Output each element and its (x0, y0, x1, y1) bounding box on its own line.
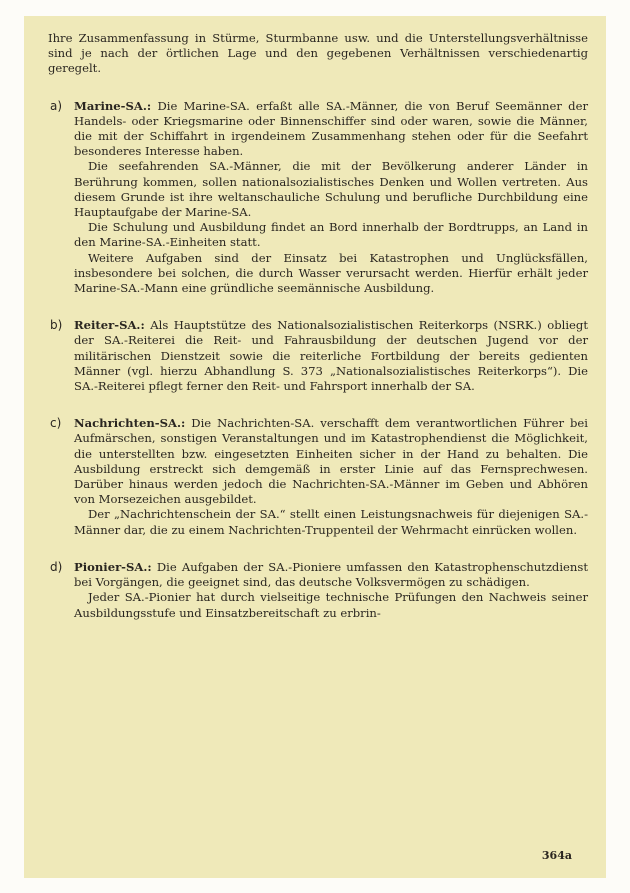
section-pionier-sa (48, 560, 588, 621)
section-reiter-sa (48, 318, 588, 394)
section-marine-sa (48, 99, 588, 297)
section-paragraph: Pionier-SA.: Die Aufgaben der SA.-Pioniere umfassen den Katastrophenschutzdienst bei Vorgängen, die geeignet sind, das deutsche Volksvermögen zu schädigen. (74, 559, 588, 590)
section-marker: c) (50, 416, 62, 431)
section-heading: Reiter-SA.: (74, 318, 145, 333)
page-number: 364a (541, 849, 572, 862)
section-paragraph: Der „Nachrichtenschein der SA.“ stellt einen Leistungsnachweis für diejenigen SA.-Männer dar, die zu einem Nachrichten-Truppenteil der Wehrmacht einrücken wollen. (74, 507, 588, 537)
section-paragraph: Die seefahrenden SA.-Männer, die mit der Bevölkerung anderer Länder in Berührung kommen, sollen nationalsozialistisches Denken und Wollen vertreten. Aus diesem Grunde ist ihre weltanschauliche Schulung und berufliche Durchbildung eine Hauptaufgabe der Marine-SA. (74, 159, 588, 220)
section-heading: Nachrichten-SA.: (74, 416, 186, 431)
section-paragraph: Jeder SA.-Pionier hat durch vielseitige technische Prüfungen den Nachweis seiner Ausbildungsstufe und Einsatzbereitschaft zu erbrin- (74, 590, 588, 620)
section-paragraph: Reiter-SA.: Als Hauptstütze des Nationalsozialistischen Reiterkorps (NSRK.) obliegt der SA.-Reiterei die Reit- und Fahrausbildung der deutschen Jugend vor der militärischen Dienstzeit sowie die reiterliche Fortbildung der bereits gedienten Männer (vgl. hierzu Abhandlung S. 373 „Nationalsozialistisches Reiterkorps“). Die SA.-Reiterei pflegt ferner den Reit- und Fahrsport innerhalb der SA. (74, 318, 588, 394)
section-heading: Pionier-SA.: (74, 559, 152, 574)
section-nachrichten-sa (48, 416, 588, 538)
section-marker: d) (50, 559, 63, 574)
section-marker: b) (50, 318, 63, 333)
section-paragraph: Weitere Aufgaben sind der Einsatz bei Katastrophen und Unglücksfällen, insbesondere bei solchen, die durch Wasser verursacht werden. Hierfür erhält jeder Marine-SA.-Mann eine gründliche seemännische Ausbildung. (74, 250, 588, 296)
section-paragraph: Marine-SA.: Die Marine-SA. erfaßt alle SA.-Männer, die von Beruf Seemänner der Handels- oder Kriegsmarine oder Binnenschiffer sind oder waren, sowie die Männer, die mit der Schiffahrt in irgendeinem Zusammenhang stehen oder für die Seefahrt besonderes Interesse haben. (74, 98, 588, 159)
section-marker: a) (50, 98, 63, 113)
document-page (24, 16, 606, 878)
intro-paragraph: Ihre Zusammenfassung in Stürme, Sturmbanne usw. und die Unterstellungsverhältnisse sind je nach der örtlichen Lage und den gegebenen Verhältnissen verschiedenartig geregelt. (48, 31, 588, 76)
section-paragraph: Nachrichten-SA.: Die Nachrichten-SA. verschafft dem verantwortlichen Führer bei Aufmärschen, sonstigen Veranstaltungen und im Katastrophendienst die Möglichkeit, die unterstellten bzw. eingesetzten Einheiten sicher in der Hand zu behalten. Die Ausbildung erstreckt sich demgemäß in erster Linie auf das Fernsprechwesen. Darüber hinaus werden jedoch die Nachrichten-SA.-Männer im Geben und Abhören von Morsezeichen ausgebildet. (74, 416, 588, 507)
section-heading: Marine-SA.: (74, 98, 152, 113)
section-paragraph: Die Schulung und Ausbildung findet an Bord innerhalb der Bordtrupps, an Land in den Marine-SA.-Einheiten statt. (74, 220, 588, 250)
